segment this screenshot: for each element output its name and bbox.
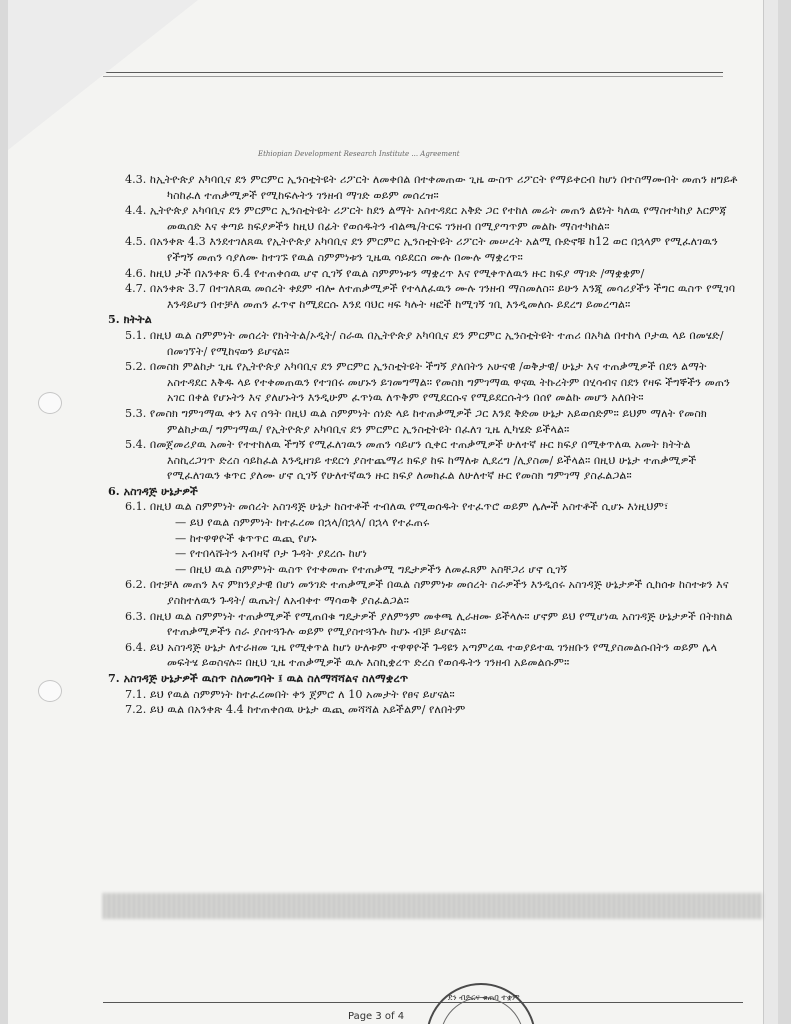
clause-number: — [175,516,187,530]
clause [125,359,740,406]
clause-text: ከዚህ ታች በአንቀጽ 6.4 የተጠቀሰዉ ሆኖ ሲገኝ የዉል ስምምነቱን ማቋረጥ እና የሚቀጥለዉን ዙር ክፍያ ማገድ /ማቋቋም/ [149,266,645,280]
clause-text: ክትትል [123,312,152,327]
clause [125,577,740,608]
running-header: Ethiopian Development Research Institute ... Agreement [258,150,460,158]
clause-number: — [175,531,187,545]
clause [125,609,740,640]
clause-number: 6.1. [125,500,147,514]
bullet-item [175,546,740,562]
page-number: Page 3 of 4 [348,1011,405,1022]
page-edge [763,0,778,1024]
clause-number: 4.3. [125,173,147,186]
folded-corner [8,0,198,150]
clause-text: በዚህ ዉል ስምምነት መሰረት አስገዳጅ ሁኔታ ከስተቶች ተብለዉ የሚወሰዱት የተፈጥሮ ወይም ሌሎች አስተቶች ሲሆኑ እነዚህም፣ [149,500,669,514]
clause [125,499,740,515]
clause [125,266,740,282]
clause-number: 4.6. [125,266,147,280]
clause-text: የተበላሹትን አብዛኛ ቦታ ጉዳት ያደረሱ ከሆነ [189,547,367,561]
clause-text: ከተዋዋዮች ቁጥጥር ዉጪ የሆኑ [189,531,317,545]
clause-number: 7. [108,671,120,685]
clause-number: 5.2. [125,360,147,374]
punch-hole-icon [38,680,62,702]
clause-number: 7.1. [125,687,147,701]
seal-stamp [426,983,536,1024]
clause [125,203,740,234]
footer-rule [103,1002,743,1003]
clause-text: በዚህ ዉል ስምምነት ተጠቃሚዎች የሚጠበቁ ግዴታዎች ያለምንም መቀጫ ሊራዘሙ ይችላሉ። ሆኖም ይህ የሚሆነዉ አስገዳጅ ሁኔታዎች በትክክል የተጠቃሚዎችን ስራ ያስተጓጉሉ ወይም የሚያስተጓጉሉ ከሆኑ ብቻ ይሆናል። [149,609,733,639]
section-heading [108,484,740,500]
clause-text: ይህ ዉል በአንቀጽ 4.4 ከተጠቀሰዉ ሁኔታ ዉጪ መሻሻል አይችልም/ የለበትም [149,703,466,717]
section-heading [108,312,740,328]
clause-text: በተቻለ መጠን እና ምክንያታዊ በሆነ መንገድ ተጠቃሚዎች በዉል ስምምነቱ መሰረት ስራዎችን እንዲሰሩ አስገዳጅ ሁኔታዎች ሲከሰቱ ከስተቱን እና ያስከተለዉን ጉዳት/ ዉጤት/ ለአብቀተ ማሳወቅ ያስፈልጋል። [149,578,729,608]
clause [125,234,740,265]
clause-text: ይህ አስገዳጅ ሁኔታ ለተራዘመ ጊዜ የሚቀጥል ከሆነ ሁለቱም ተዋዋዮች ጉዳዩን አጣምረዉ ተወያይተዉ ገንዘቡን የሚያስመልሱበትን ወይም ሌላ መፍትሄ ይወስናሉ። በዚህ ጊዜ ተጠቃሚዎች ዉሉ እስኪቋረጥ ድረስ የወሰዱትን ገንዘብ አይመልሱም። [149,640,718,670]
clause-number: 4.7. [125,282,147,296]
clause-number: 7.2. [125,703,147,717]
clause [125,702,740,718]
clause [125,437,740,484]
document-body [100,172,740,718]
clause [125,281,740,312]
clause-number: 5.3. [125,406,147,420]
clause [125,328,740,359]
bullet-item [175,562,740,578]
clause-number: 6. [108,483,120,498]
clause-number: 4.4. [125,204,147,218]
clause-number: 5.1. [125,328,147,342]
clause-number: 5. [108,312,120,327]
clause-text: አስገዳጅ ሁኔታዎች [123,483,198,498]
scan-smudge [103,893,763,919]
clause-text: ይህ የዉል ስምምነት ከተፈረመበት ቀን ጀምሮ ለ 10 አመታት የፀና ይሆናል። [149,687,455,701]
clause-text: የመስክ ግምገማዉ ቀን እና ሰዓት በዚህ ዉል ስምምነት ሰነድ ላይ ከተጠቃሚዎች ጋር እንደ ቅድመ ሁኔታ አይወሰድም። ይህም ማለት የመስክ ምልከታዉ/ ግምገማዉ/ የኢትዮጵያ አካባቢና ደን ምርምር ኢንስቲትዩት በፈለገ ጊዜ ሊካሄድ ይችላል። [149,406,707,436]
clause-text: በመጀመሪያዉ አመት የተተከለዉ ችግኝ የሚፈለገዉን መጠን ሳይሆን ሲቀር ተጠቃሚዎች ሁለተኛ ዙር ክፍያ በሚቀጥለዉ አመት ክትትል እስኪረጋገጥ ድረስ ሳይከፈል እንዲዘገይ ተደርጎ ያስተጨማሪ ክፍያ ከፍ ከማለቱ ሊደረግ /ሊያስመ/ ይችላል። በዚህ ሁኔታ ተጠቃሚዎች የሚፈለገዉን ቁጥር ያለሙ ሆኖ ሲገኝ የሁለተኛዉን ዙር ክፍያ ለመክፈል ለሁለተኛ ዙር የመስክ ግምገማ ያስፈልጋል። [149,438,697,483]
bullet-item [175,515,740,531]
punch-hole-icon [38,392,62,414]
document-page [8,0,778,1024]
clause-text: በመስክ ምልከታ ጊዜ የኢትዮጵያ አካባቢና ደን ምርምር ኢንስቲትዩት ችግኝ ያለበትን አሁናዊ /ወቅታዊ/ ሁኔታ እና ተጠቃሚዎች በደን ልማት አስተዳደር እቅዱ ላይ የተቀመጠዉን የተገበሩ መሆኑን ይገመግማል። የመስክ ግምገማዉ ዋናዉ ትኩረትም በሂሳብና በደን የዛፍ ችግኞችን መጠን አገር በቀል የሆኑትን እና ያለሆኑትን እንዲሁም ፈጥነዉ ለጥቅም የሚደርሱና የሚይደርሱትን በሰየ መልኩ መሆን አለበት። [149,360,731,405]
clause-number: — [175,547,187,561]
clause [125,687,740,703]
clause-number: 6.2. [125,578,147,592]
clause [125,406,740,437]
section-heading [108,671,740,687]
clause-number: — [175,562,187,576]
clause [125,640,740,671]
clause-number: 6.3. [125,609,147,623]
clause-text: አስገዳጅ ሁኔታዎች ዉስጥ ስለመግባት ፤ ዉል ስለማሻሻልና ስለማቋረጥ [123,671,409,685]
clause-number: 4.5. [125,235,147,249]
clause-text: ኢትዮጵያ አካባቢና ደን ምርምር ኢንስቲትዩት ሪፖርት ከደን ልማት አስተዳደር አቅድ ጋር የተከለ መሬት መጠን ልዩነት ካለዉ የማስተካከያ እርምጃ መዉሰድ እና ቀጣይ ክፍያዎችን ከዚህ በፊት የወሰዱትን ብልጫ/ትርፍ ገንዘብ በሚያጣጥም መልኩ ማስተካከል። [149,204,727,233]
clause-text: በአንቀጽ 3.7 በተገለጸዉ መሰረት ቀደም ብሎ ለተጠቃሚዎች የተላለፈዉን ሙሉ ገንዘብ ማስመለስ። ይሁን እንጂ መሳሪያችን ችግር ዉስጥ የሚገባ እንዳይሆን በተቻለ መጠን ፈጥኖ ከሚደርሱ እንደ ባህር ዛፍ ካሉት ዛፎች ከሚገኝ ገቢ እንዲመለሱ ይደረግ ይመረጣል። [149,282,736,311]
clause-text: ይህ የዉል ስምምነት ከተፈረመ በኋላ/በኋላ/ በኋላ የተፈጠሩ [189,516,430,530]
clause-number: 5.4. [125,438,147,452]
clause-text: በአንቀጽ 4.3 እንደተገለጸዉ የኢትዮጵያ አካባቢና ደን ምርምር ኢንስቲትዩት ሪፖርት መሠረት አልሚ ቡድኖቹ ከ12 ወር በኋላም የሚፈለገዉን የችግኝ መጠን ሳያለሙ ከተገኙ የዉል ስምምነቱን ጊዜዉ ሳይደርስ ሙሉ በሙሉ ማቋረጥ። [149,235,718,264]
clause-text: ከኢትዮጵያ አካባቢና ደን ምርምር ኢንስቲትዩት ሪፖርት ለመቀበል በተቀመጠው ጊዜ ውስጥ ሪፖርት የማይቀርብ ከሆነ በተስማሙበት መጠን ዘግይቶ ካስከፈለ ተጠቃሚዎች የሚከፍሉትን ገንዘብ ማገድ ወይም መሰረዝ። [149,173,738,202]
clause-number: 6.4. [125,640,147,654]
bullet-item [175,531,740,547]
seal-text: ደን ብድርና ቁጠባ ተቋም [448,993,520,1002]
clause [125,172,740,203]
clause-text: በዚህ ዉል ስምምነት መሰረት የክትትል/ኦዲት/ ስራዉ በኢትዮጵያ አካባቢና ደን ምርምር ኢንስቲትዩት ተጠሪ በአካል በተከላ ቦታዉ ላይ በመሄድ/ በመገኘት/ የሚከናወን ይሆናል። [149,328,724,358]
clause-text: በዚህ ዉል ስምምነት ዉስጥ የተቀመጡ የተጠቃሚ ግዴታዎችን ለመፈጸም አስቸጋሪ ሆኖ ሲገኝ [189,562,568,576]
